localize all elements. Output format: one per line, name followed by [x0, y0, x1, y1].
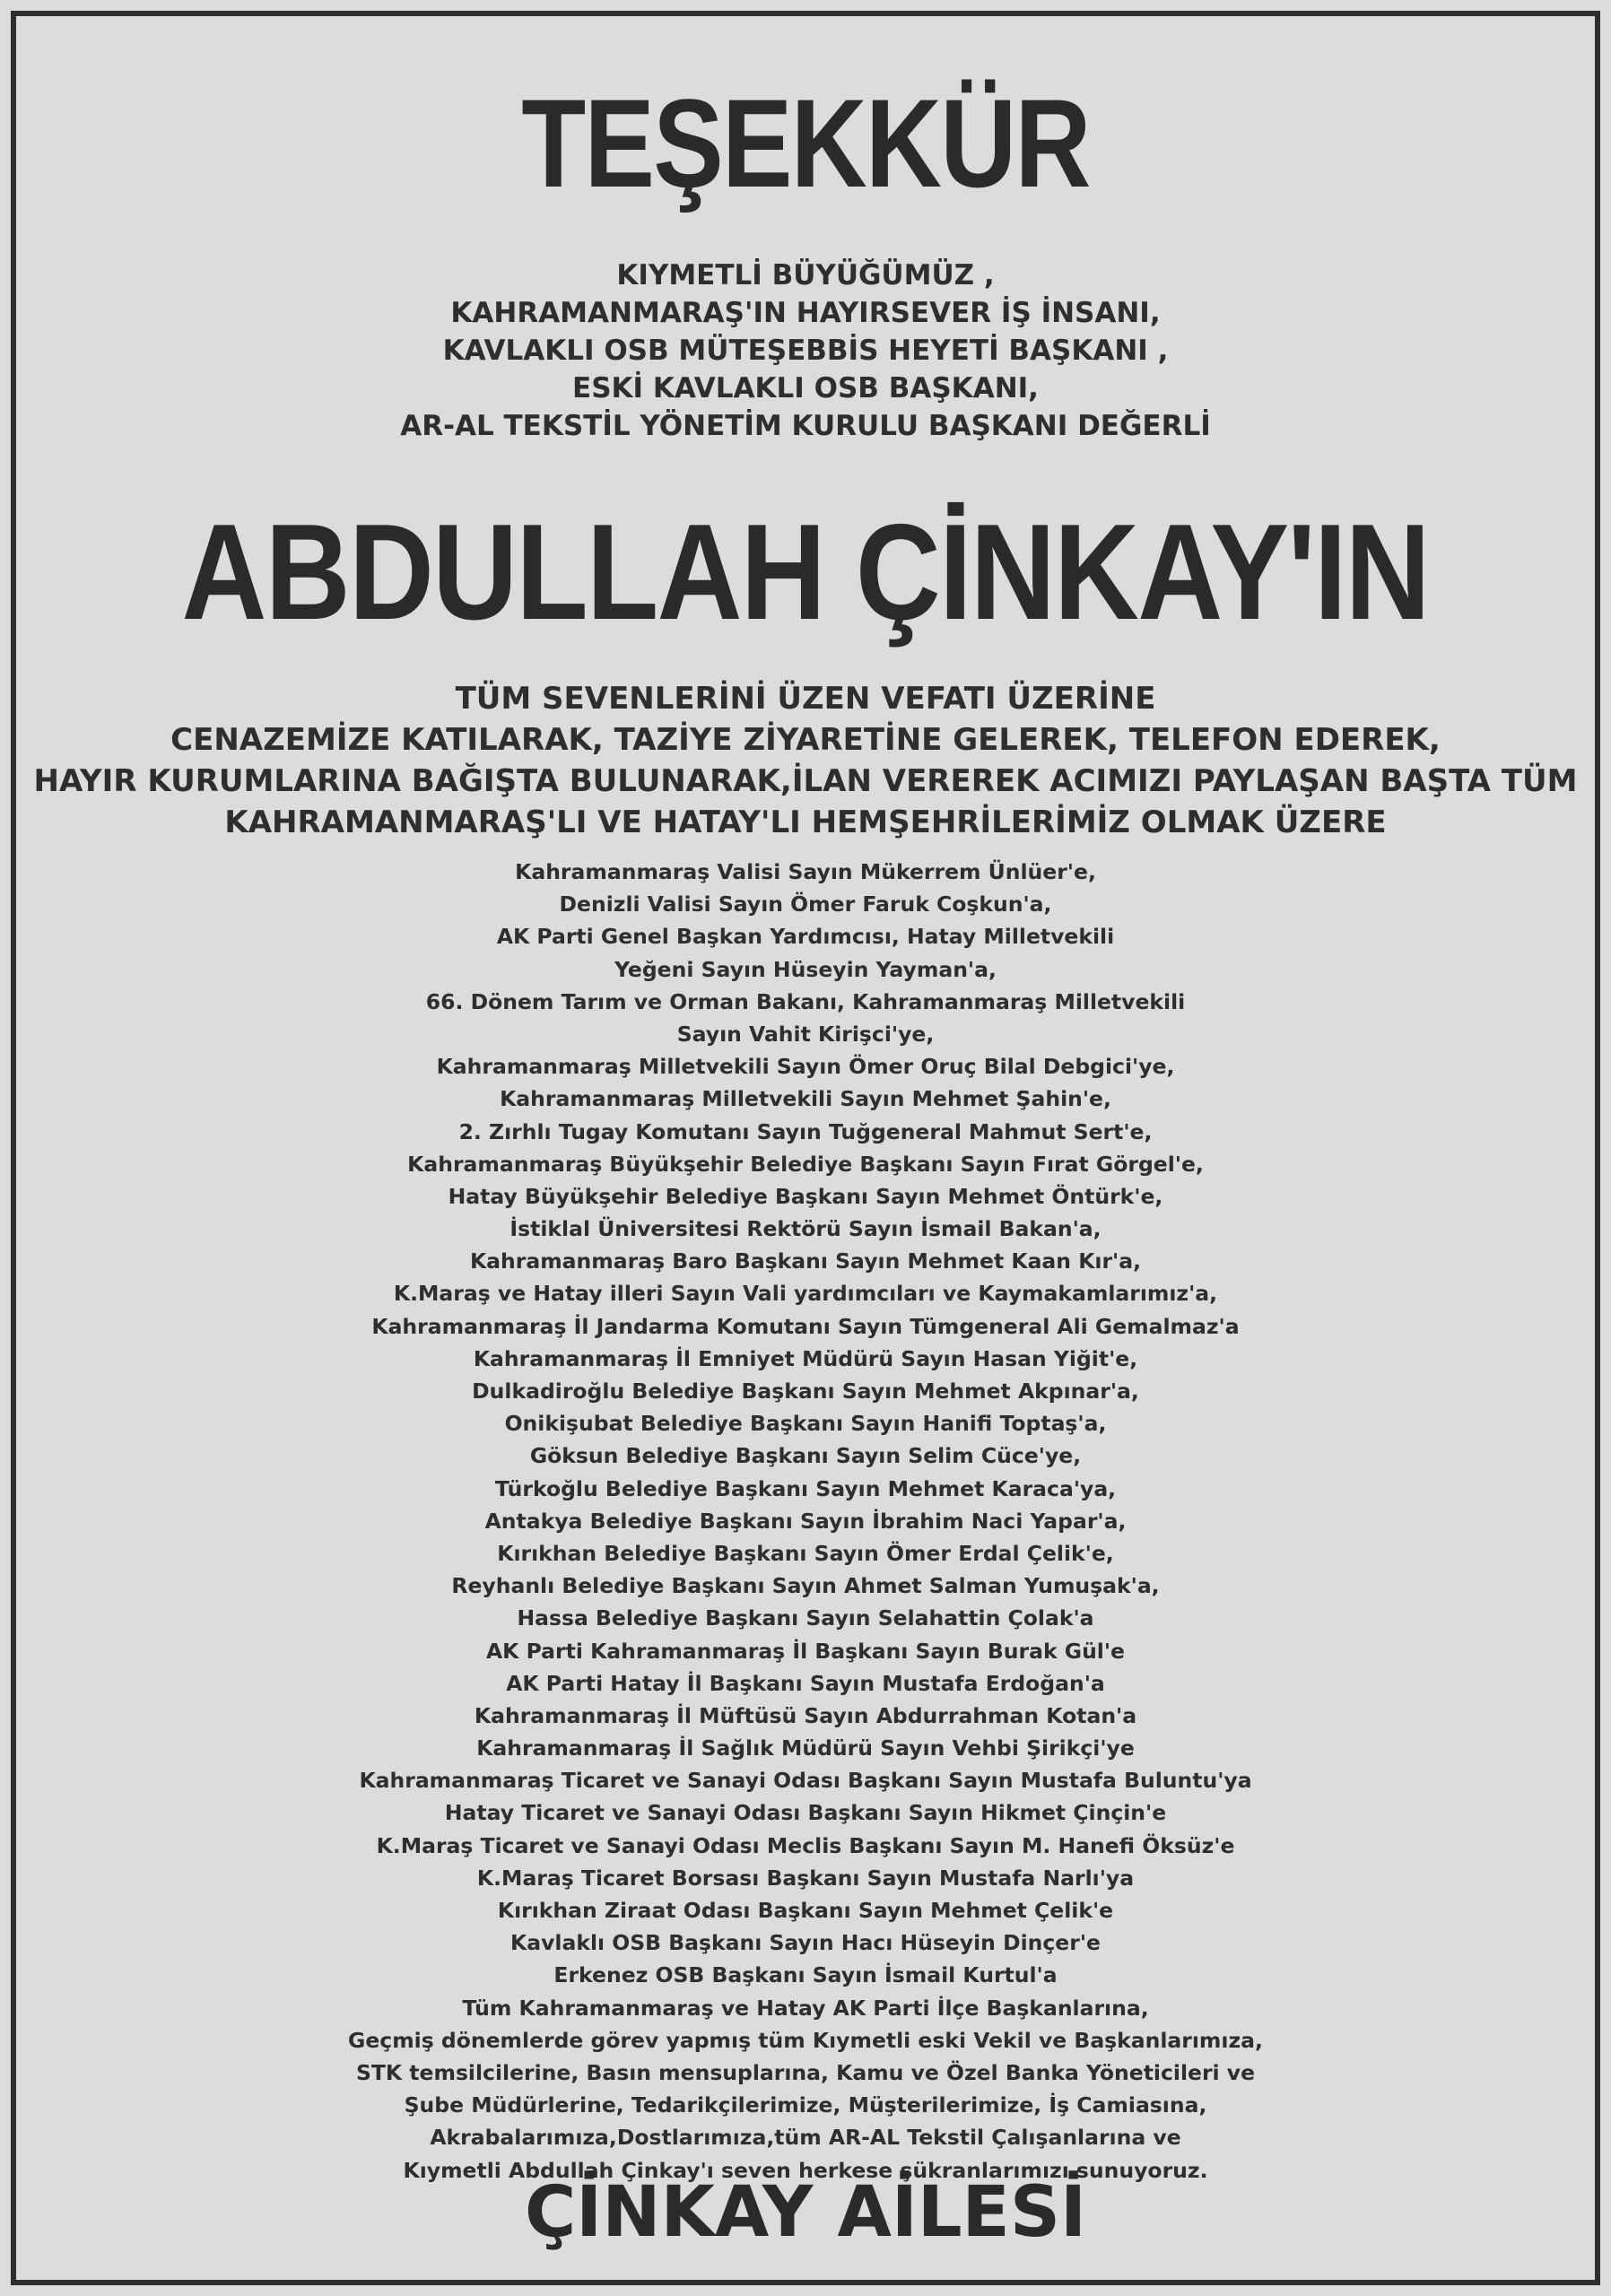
thanks-line: Hatay Büyükşehir Belediye Başkanı Sayın Mehmet Öntürk'e,	[448, 1183, 1163, 1209]
deceased-name	[0, 483, 1611, 662]
thanks-line: Kahramanmaraş İl Jandarma Komutanı Sayın Tümgeneral Ali Gemalmaz'a	[371, 1313, 1240, 1339]
thanks-line: Dulkadiroğlu Belediye Başkanı Sayın Mehmet Akpınar'a,	[472, 1378, 1139, 1404]
notice-title	[0, 54, 1611, 233]
thanks-line: Hassa Belediye Başkanı Sayın Selahattin Çolak'a	[517, 1605, 1094, 1631]
notice-title-text: TEŞEKKÜR	[521, 73, 1090, 213]
family-signature: ÇİNKAY AİLESİ	[524, 2172, 1087, 2253]
thanks-line: Kıymetli Abdullah Çinkay'ı seven herkese şükranlarımızı sunuyoruz.	[403, 2157, 1208, 2183]
deceased-info-line: AR-AL TEKSTİL YÖNETİM KURULU BAŞKANI DEĞERLİ	[400, 410, 1211, 442]
thanks-line: Yeğeni Sayın Hüseyin Yayman'a,	[614, 956, 997, 982]
thanks-line: Kırıkhan Belediye Başkanı Sayın Ömer Erdal Çelik'e,	[497, 1540, 1114, 1566]
thanks-line: Denizli Valisi Sayın Ömer Faruk Coşkun'a,	[559, 891, 1052, 918]
thanks-line: AK Parti Kahramanmaraş İl Başkanı Sayın Burak Gül'e	[485, 1638, 1125, 1664]
thanks-line: K.Maraş Ticaret ve Sanayi Odası Meclis Başkanı Sayın M. Hanefi Öksüz'e	[376, 1832, 1235, 1858]
deceased-info-line: ESKİ KAVLAKLI OSB BAŞKANI,	[572, 372, 1039, 404]
thanks-line: Antakya Belediye Başkanı Sayın İbrahim Naci Yapar'a,	[484, 1508, 1127, 1534]
thanks-line: AK Parti Hatay İl Başkanı Sayın Mustafa Erdoğan'a	[506, 1670, 1105, 1696]
deceased-info-line: KAVLAKLI OSB MÜTEŞEBBİS HEYETİ BAŞKANI ,	[442, 335, 1169, 367]
thanks-line: 2. Zırhlı Tugay Komutanı Sayın Tuğgeneral Mahmut Sert'e,	[458, 1118, 1153, 1144]
thanks-line: Erkenez OSB Başkanı Sayın İsmail Kurtul'a	[553, 1962, 1058, 1988]
thanks-line: Onikişubat Belediye Başkanı Sayın Hanifi Toptaş'a,	[504, 1411, 1107, 1437]
intro-line: HAYIR KURUMLARINA BAĞIŞTA BULUNARAK,İLAN VEREREK ACIMIZI PAYLAŞAN BAŞTA TÜM	[33, 763, 1578, 799]
thanks-line: Kahramanmaraş Baro Başkanı Sayın Mehmet Kaan Kır'a,	[469, 1248, 1142, 1274]
intro-line: TÜM SEVENLERİNİ ÜZEN VEFATI ÜZERİNE	[455, 681, 1156, 717]
intro-line: CENAZEMİZE KATILARAK, TAZİYE ZİYARETİNE GELEREK, TELEFON EDEREK,	[170, 722, 1441, 758]
thanks-line: Kahramanmaraş İl Sağlık Müdürü Sayın Vehbi Şirikçi'ye	[476, 1735, 1135, 1761]
thanks-line: Kırıkhan Ziraat Odası Başkanı Sayın Mehmet Çelik'e	[497, 1898, 1114, 1923]
thanks-line: Kahramanmaraş Büyükşehir Belediye Başkanı Sayın Fırat Görgel'e,	[407, 1151, 1204, 1177]
thanks-line: Kahramanmaraş Milletvekili Sayın Mehmet Şahin'e,	[500, 1086, 1111, 1112]
thanks-line: K.Maraş Ticaret Borsası Başkanı Sayın Mustafa Narlı'ya	[476, 1865, 1135, 1891]
thanks-line: Kavlaklı OSB Başkanı Sayın Hacı Hüseyin Dinçer'e	[510, 1930, 1101, 1956]
thanks-line: Kahramanmaraş Milletvekili Sayın Ömer Oruç Bilal Debgici'ye,	[436, 1054, 1175, 1080]
deceased-info	[0, 257, 1611, 445]
thanks-line: AK Parti Genel Başkan Yardımcısı, Hatay Milletvekili	[496, 924, 1115, 950]
thanks-line: Tüm Kahramanmaraş ve Hatay AK Parti İlçe Başkanlarına,	[462, 1995, 1149, 2021]
intro-text	[0, 678, 1611, 843]
thanks-line: STK temsilcilerine, Basın mensuplarına, Kamu ve Özel Banka Yöneticileri ve	[355, 2059, 1256, 2085]
thanks-line: Geçmiş dönemlerde görev yapmış tüm Kıymetli eski Vekil ve Başkanlarımıza,	[348, 2027, 1263, 2053]
thanks-line: Reyhanlı Belediye Başkanı Sayın Ahmet Salman Yumuşak'a,	[451, 1573, 1160, 1599]
thanks-line: Akrabalarımıza,Dostlarımıza,tüm AR-AL Tekstil Çalışanlarına ve	[430, 2125, 1181, 2151]
thanks-line: Şube Müdürlerine, Tedarikçilerimize, Müşterilerimize, İş Camiasına,	[404, 2092, 1207, 2118]
deceased-info-line: KIYMETLİ BÜYÜĞÜMÜZ ,	[616, 259, 995, 291]
thanks-line: Göksun Belediye Başkanı Sayın Selim Cüce'ye,	[529, 1443, 1082, 1469]
thanks-line: Türkoğlu Belediye Başkanı Sayın Mehmet Karaca'ya,	[494, 1475, 1117, 1501]
deceased-info-line: KAHRAMANMARAŞ'IN HAYIRSEVER İŞ İNSANI,	[450, 297, 1161, 329]
thanks-line: Kahramanmaraş Ticaret ve Sanayi Odası Başkanı Sayın Mustafa Buluntu'ya	[359, 1768, 1252, 1794]
thanks-line: K.Maraş ve Hatay illeri Sayın Vali yardımcıları ve Kaymakamlarımız'a,	[393, 1281, 1218, 1307]
thanks-line: İstiklal Üniversitesi Rektörü Sayın İsmail Bakan'a,	[509, 1216, 1102, 1242]
thanks-line: Kahramanmaraş İl Müftüsü Sayın Abdurrahman Kotan'a	[474, 1702, 1137, 1728]
thanks-line: Kahramanmaraş İl Emniyet Müdürü Sayın Hasan Yiğit'e,	[473, 1345, 1138, 1371]
thanks-line: Kahramanmaraş Valisi Sayın Mükerrem Ünlüer'e,	[515, 859, 1096, 884]
thanks-list	[0, 856, 1611, 2187]
deceased-name-text: ABDULLAH ÇİNKAY'IN	[181, 496, 1430, 648]
thanks-line: Hatay Ticaret ve Sanayi Odası Başkanı Sayın Hikmet Çinçin'e	[444, 1800, 1167, 1826]
thanks-line: Sayın Vahit Kirişci'ye,	[676, 1021, 935, 1047]
thanks-line: 66. Dönem Tarım ve Orman Bakanı, Kahramanmaraş Milletvekili	[425, 988, 1186, 1014]
intro-line: KAHRAMANMARAŞ'LI VE HATAY'LI HEMŞEHRİLERİMİZ OLMAK ÜZERE	[224, 804, 1387, 840]
